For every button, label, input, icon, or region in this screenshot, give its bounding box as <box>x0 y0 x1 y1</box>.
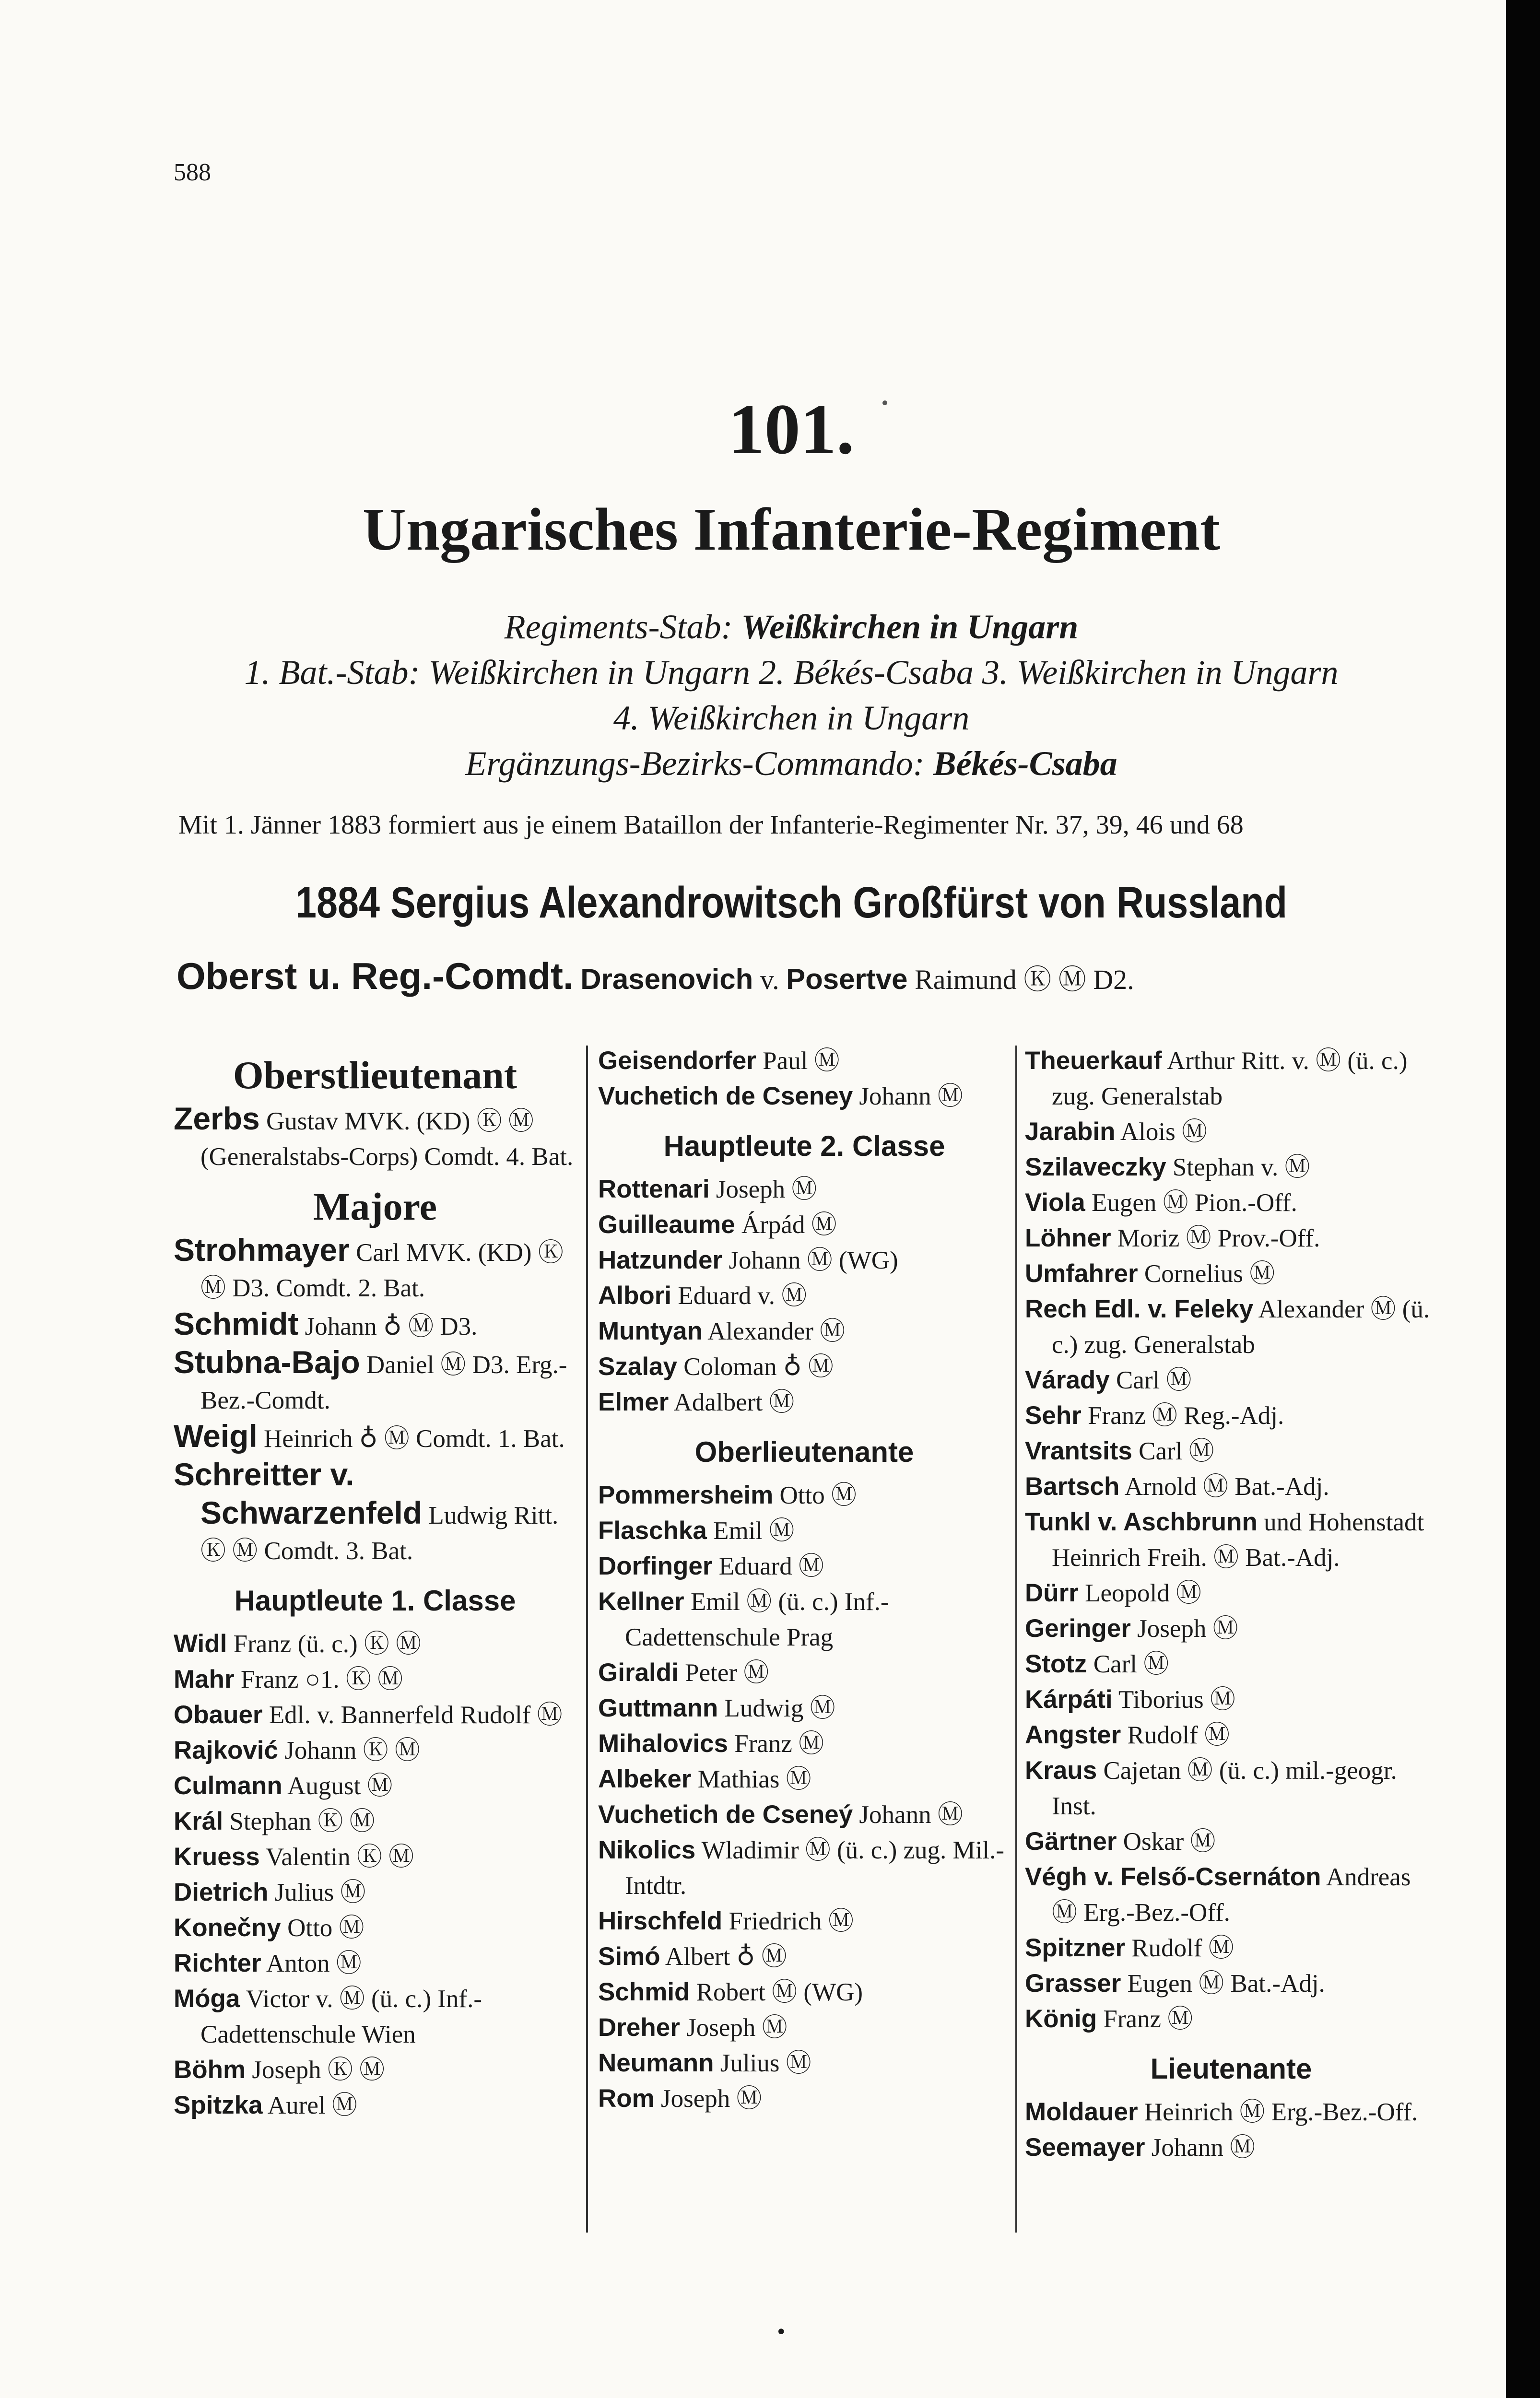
officer-surname: Muntyan <box>598 1317 703 1345</box>
stab-value: Weißkirchen in Ungarn <box>741 608 1079 646</box>
officer-details: Eduard v. Ⓜ <box>678 1282 807 1310</box>
officer-details: und Hohenstadt Heinrich Freih. Ⓜ Bat.-Adj. <box>1052 1508 1424 1572</box>
officer-surname: Böhm <box>174 2056 246 2084</box>
officer-surname: Stubna-Bajo <box>174 1344 360 1380</box>
officer-entry <box>174 1662 576 1697</box>
entry-list <box>174 1626 576 2123</box>
entry-list <box>1025 1043 1437 2037</box>
officer-entry <box>598 1691 1011 1726</box>
section-heading: Oberlieutenante <box>694 1436 914 1468</box>
section-heading: Hauptleute 1. Classe <box>234 1585 516 1617</box>
officer-entry <box>598 1549 1011 1584</box>
officer-details: Franz ○1. Ⓚ Ⓜ <box>240 1666 403 1693</box>
officer-surname: Jarabin <box>1025 1117 1116 1146</box>
officer-entry <box>1025 1363 1437 1398</box>
officer-details: Johann Ⓜ (WG) <box>729 1246 898 1274</box>
battalion-stab-line-1: 1. Bat.-Stab: Weißkirchen in Ungarn 2. Békés-Csaba 3. Weißkirchen in Ungarn <box>244 653 1339 692</box>
officer-entry <box>1025 1469 1437 1505</box>
officer-entry <box>1025 1859 1437 1930</box>
officer-entry <box>1025 1682 1437 1717</box>
officer-surname: Dürr <box>1025 1579 1079 1607</box>
officer-details: Coloman ♁ Ⓜ <box>683 1353 834 1381</box>
regiment-header <box>144 389 1439 787</box>
officer-entry <box>598 1172 1011 1207</box>
regiment-number: 101. <box>728 389 855 469</box>
officer-column-1 <box>174 1043 576 2123</box>
officer-entry <box>598 2081 1011 2116</box>
officer-entry <box>174 1232 576 1306</box>
officer-surname: Vrantsits <box>1025 1437 1132 1465</box>
officer-details: Daniel Ⓜ D3. Erg.-Bez.-Comdt. <box>200 1351 567 1414</box>
page-number: 588 <box>174 159 211 186</box>
officer-details: Andreas Ⓜ Erg.-Bez.-Off. <box>1052 1863 1411 1927</box>
officer-surname: Dreher <box>598 2013 680 2042</box>
officer-surname: Schmid <box>598 1978 690 2006</box>
officer-details: Otto Ⓜ <box>287 1914 364 1942</box>
officer-details: Rudolf Ⓜ <box>1131 1934 1234 1962</box>
entry-list <box>174 1232 576 1569</box>
officer-surname: Hatzunder <box>598 1246 723 1274</box>
officer-details: Tiborius Ⓜ <box>1118 1686 1235 1714</box>
officer-surname: Szilaveczky <box>1025 1153 1166 1181</box>
ergaenzung-value: Békés-Csaba <box>933 744 1117 783</box>
commander-name-1: Drasenovich <box>580 963 753 995</box>
officer-details: Cajetan Ⓜ (ü. c.) mil.-geogr. Inst. <box>1052 1757 1397 1820</box>
officer-details: Johann ♁ Ⓜ D3. <box>305 1313 478 1340</box>
commander-particle: v. <box>760 964 779 995</box>
section-heading: Oberstlieutenant <box>233 1053 517 1097</box>
officer-details: August Ⓜ <box>287 1772 393 1800</box>
officer-details: Alois Ⓜ <box>1120 1118 1207 1146</box>
officer-surname: Kellner <box>598 1587 684 1616</box>
officer-details: Ludwig Ritt. Ⓚ Ⓜ Comdt. 3. Bat. <box>200 1502 559 1565</box>
officer-surname: Neumann <box>598 2049 714 2077</box>
officer-column-3 <box>1025 1043 1437 2165</box>
officer-surname: Stotz <box>1025 1650 1087 1678</box>
officer-details: Oskar Ⓜ <box>1123 1828 1216 1856</box>
officer-surname: Konečny <box>174 1914 281 1942</box>
officer-entry <box>598 1513 1011 1549</box>
officer-entry <box>1025 1434 1437 1469</box>
officer-details: Franz (ü. c.) Ⓚ Ⓜ <box>233 1630 422 1658</box>
officer-surname: Rajković <box>174 1736 279 1764</box>
officer-entry <box>174 1768 576 1804</box>
officer-entry <box>598 1478 1011 1513</box>
officer-entry <box>598 1243 1011 1278</box>
officer-details: Peter Ⓜ <box>685 1659 769 1687</box>
officer-details: Stephan Ⓚ Ⓜ <box>229 1808 375 1835</box>
officer-entry <box>174 1804 576 1839</box>
officer-entry <box>1025 1398 1437 1434</box>
officer-surname: König <box>1025 2005 1097 2033</box>
officer-details: Carl Ⓜ <box>1116 1366 1192 1394</box>
entry-list <box>598 1172 1011 1420</box>
officer-entry <box>174 1981 576 2052</box>
commander-detail: Raimund Ⓚ Ⓜ D2. <box>915 964 1134 995</box>
officer-entry <box>598 2045 1011 2081</box>
officer-entry <box>174 1875 576 1910</box>
officer-surname: Spitzner <box>1025 1934 1126 1962</box>
officer-surname: Mihalovics <box>598 1729 728 1758</box>
officer-details: Anton Ⓜ <box>266 1950 362 1977</box>
scan-edge <box>1506 0 1540 2398</box>
officer-details: Arthur Ritt. v. Ⓜ (ü. c.) zug. Generalstab <box>1052 1047 1408 1110</box>
officer-surname: Viola <box>1025 1188 1085 1217</box>
officer-surname: Simó <box>598 1942 660 1971</box>
officer-surname: Nikolics <box>598 1836 696 1864</box>
officer-surname: Hirschfeld <box>598 1907 723 1935</box>
officer-entry <box>174 1946 576 1981</box>
officer-entry <box>1025 2130 1437 2165</box>
section-heading: Lieutenante <box>1150 2053 1312 2085</box>
officer-details: Heinrich Ⓜ Erg.-Bez.-Off. <box>1144 2098 1418 2126</box>
officer-details: Albert ♁ Ⓜ <box>665 1943 787 1971</box>
officer-details: Johann Ⓜ <box>859 1082 963 1110</box>
officer-surname: Zerbs <box>174 1101 260 1136</box>
officer-entry <box>174 1626 576 1662</box>
officer-entry <box>174 1910 576 1946</box>
officer-details: Otto Ⓜ <box>779 1481 857 1509</box>
officer-surname: Kruess <box>174 1843 260 1871</box>
regiment-stab <box>144 604 1439 650</box>
officer-entry <box>598 2010 1011 2045</box>
officer-entry <box>1025 1717 1437 1753</box>
officer-surname: Culmann <box>174 1772 282 1800</box>
officer-surname: Bartsch <box>1025 1472 1120 1501</box>
regiment-title: Ungarisches Infanterie-Regiment <box>362 496 1221 563</box>
officer-surname: Guilleaume <box>598 1211 735 1239</box>
stab-label: Regiments-Stab: <box>504 608 733 646</box>
officer-surname: Theuerkauf <box>1025 1046 1162 1075</box>
officer-entry <box>174 1344 576 1418</box>
officer-details: Franz Ⓜ Reg.-Adj. <box>1088 1402 1284 1430</box>
ergaenzung-label: Ergänzungs-Bezirks-Commando: <box>465 744 925 783</box>
officer-entry <box>174 1839 576 1875</box>
officer-surname: Spitzka <box>174 2091 263 2119</box>
officer-column-2 <box>598 1043 1011 2116</box>
officer-surname: Vuchetich de Cseneý <box>598 1800 853 1829</box>
officer-entry <box>598 1314 1011 1349</box>
officer-details: Leopold Ⓜ <box>1085 1579 1202 1607</box>
officer-surname: Gärtner <box>1025 1827 1117 1856</box>
entry-list <box>1025 2094 1437 2165</box>
officer-details: Moriz Ⓜ Prov.-Off. <box>1117 1224 1320 1252</box>
officer-surname: Seemayer <box>1025 2133 1145 2162</box>
officer-surname: Weigl <box>174 1418 258 1454</box>
officer-details: Ludwig Ⓜ <box>724 1694 835 1722</box>
officer-surname: Richter <box>174 1949 261 1977</box>
officer-surname: Obauer <box>174 1701 263 1729</box>
officer-details: Alexander Ⓜ <box>707 1317 846 1345</box>
officer-surname: Král <box>174 1807 223 1835</box>
officer-surname: Mahr <box>174 1665 235 1693</box>
officer-entry <box>598 1207 1011 1243</box>
officer-entry <box>1025 1185 1437 1221</box>
officer-surname: Giraldi <box>598 1658 679 1687</box>
officer-entry <box>1025 1930 1437 1966</box>
officer-surname: Albori <box>598 1281 672 1310</box>
officer-details: Johann Ⓜ <box>859 1801 963 1829</box>
officer-details: Franz Ⓜ <box>734 1730 824 1758</box>
officer-surname: Dietrich <box>174 1878 269 1906</box>
officer-surname: Widl <box>174 1630 227 1658</box>
officer-entry <box>1025 1256 1437 1292</box>
officer-surname: Sehr <box>1025 1401 1082 1430</box>
officer-surname: Kraus <box>1025 1756 1097 1785</box>
officer-entry <box>174 2088 576 2123</box>
officer-entry <box>1025 1292 1437 1363</box>
officer-details: Victor v. Ⓜ (ü. c.) Inf.-Cadettenschule Wien <box>200 1985 482 2048</box>
column-rule-2 <box>1015 1046 1017 2233</box>
officer-surname: Vuchetich de Cseney <box>598 1082 853 1110</box>
officer-entry <box>598 1762 1011 1797</box>
officer-details: Carl Ⓜ <box>1139 1437 1214 1465</box>
officer-surname: Geisendorfer <box>598 1046 756 1075</box>
officer-surname: Szalay <box>598 1352 678 1381</box>
officer-details: Johann Ⓚ Ⓜ <box>284 1737 420 1764</box>
officer-surname: Dorfinger <box>598 1552 713 1580</box>
officer-entry <box>174 1101 576 1175</box>
officer-entry <box>1025 1824 1437 1859</box>
entry-list <box>598 1478 1011 2116</box>
officer-details: Arnold Ⓜ Bat.-Adj. <box>1124 1473 1329 1501</box>
officer-details: Wladimir Ⓜ (ü. c.) zug. Mil.-Intdtr. <box>625 1836 1004 1900</box>
officer-details: Carl Ⓜ <box>1093 1650 1169 1678</box>
officer-surname: Löhner <box>1025 1224 1111 1252</box>
officer-entry <box>598 1278 1011 1314</box>
officer-details: Julius Ⓜ <box>720 2049 811 2077</box>
officer-surname: Grasser <box>1025 1969 1121 1998</box>
officer-entry <box>174 1733 576 1768</box>
officer-entry <box>1025 1966 1437 2001</box>
officer-entry <box>1025 1043 1437 1114</box>
officer-details: Rudolf Ⓜ <box>1127 1721 1230 1749</box>
officer-surname: Strohmayer <box>174 1232 350 1268</box>
officer-entry <box>598 1349 1011 1385</box>
officer-details: Valentin Ⓚ Ⓜ <box>266 1843 414 1871</box>
officer-entry <box>598 1975 1011 2010</box>
officer-entry <box>598 1385 1011 1420</box>
officer-details: Gustav MVK. (KD) Ⓚ Ⓜ (Generalstabs-Corps) Comdt. 4. Bat. <box>200 1107 574 1171</box>
commander-rank: Oberst u. Reg.-Comdt. <box>176 955 574 997</box>
officer-entry <box>598 1043 1011 1079</box>
officer-entry <box>1025 1150 1437 1185</box>
officer-details: Eduard Ⓜ <box>718 1552 824 1580</box>
officer-surname: Schmidt <box>174 1306 299 1341</box>
entry-list <box>174 1101 576 1175</box>
officer-details: Emil Ⓜ (ü. c.) Inf.-Cadettenschule Prag <box>625 1588 889 1651</box>
officer-details: Julius Ⓜ <box>274 1879 366 1906</box>
entry-list <box>598 1043 1011 1114</box>
officer-entry <box>174 1418 576 1457</box>
officer-details: Franz Ⓜ <box>1103 2005 1193 2033</box>
regiment-owner: 1884 Sergius Alexandrowitsch Großfürst von Russland <box>295 878 1287 927</box>
officer-surname: Schreitter v. Schwarzenfeld <box>174 1457 423 1530</box>
officer-surname: Umfahrer <box>1025 1259 1138 1288</box>
officer-surname: Moldauer <box>1025 2098 1138 2126</box>
officer-surname: Várady <box>1025 1366 1110 1394</box>
officer-entry <box>598 1904 1011 1939</box>
officer-entry <box>598 1079 1011 1114</box>
section-heading: Majore <box>313 1185 437 1228</box>
officer-details: Johann Ⓜ <box>1151 2134 1256 2162</box>
officer-surname: Rottenari <box>598 1175 710 1203</box>
officer-details: Emil Ⓜ <box>713 1517 795 1545</box>
officer-details: Friedrich Ⓜ <box>729 1907 854 1935</box>
officer-entry <box>1025 1646 1437 1682</box>
officer-details: Joseph Ⓚ Ⓜ <box>252 2056 385 2084</box>
officer-details: Paul Ⓜ <box>763 1047 840 1075</box>
officer-surname: Albeker <box>598 1765 692 1793</box>
officer-entry <box>1025 1575 1437 1611</box>
officer-surname: Guttmann <box>598 1694 718 1722</box>
officer-surname: Rech Edl. v. Feleky <box>1025 1295 1254 1323</box>
officer-surname: Flaschka <box>598 1516 707 1545</box>
officer-details: Edl. v. Bannerfeld Rudolf Ⓜ <box>269 1701 563 1729</box>
officer-entry <box>598 1833 1011 1904</box>
officer-details: Árpád Ⓜ <box>741 1211 837 1239</box>
commander-name-2: Posertve <box>786 963 908 995</box>
officer-entry <box>598 1655 1011 1691</box>
battalion-stab-line-2: 4. Weißkirchen in Ungarn <box>613 699 970 738</box>
officer-details: Eugen Ⓜ Bat.-Adj. <box>1127 1970 1325 1998</box>
officer-entry <box>174 1457 576 1569</box>
officer-details: Mathias Ⓜ <box>697 1765 811 1793</box>
print-mark: • <box>776 2321 787 2343</box>
officer-surname: Geringer <box>1025 1614 1131 1643</box>
officer-entry <box>1025 2094 1437 2130</box>
officer-details: Joseph Ⓜ <box>716 1175 817 1203</box>
officer-surname: Tunkl v. Aschbrunn <box>1025 1508 1258 1536</box>
officer-surname: Elmer <box>598 1388 669 1416</box>
officer-details: Stephan v. Ⓜ <box>1172 1153 1310 1181</box>
officer-details: Robert Ⓜ (WG) <box>696 1978 863 2006</box>
officer-entry <box>174 1306 576 1344</box>
formation-note: Mit 1. Jänner 1883 formiert aus je einem Bataillon der Infanterie-Regimenter Nr. 37, 39, 46 und 68 <box>178 810 1244 840</box>
officer-details: Cornelius Ⓜ <box>1144 1260 1275 1288</box>
officer-surname: Angster <box>1025 1721 1121 1749</box>
officer-details: Alexander Ⓜ (ü. c.) zug. Generalstab <box>1052 1295 1430 1359</box>
officer-entry <box>598 1584 1011 1655</box>
column-rule-1 <box>586 1046 588 2233</box>
officer-details: Joseph Ⓜ <box>661 2085 762 2113</box>
officer-details: Aurel Ⓜ <box>267 2092 357 2119</box>
officer-details: Joseph Ⓜ <box>686 2014 788 2042</box>
officer-entry <box>1025 2001 1437 2037</box>
officer-surname: Rom <box>598 2084 655 2113</box>
section-heading: Hauptleute 2. Classe <box>663 1130 945 1162</box>
officer-entry <box>1025 1114 1437 1150</box>
officer-surname: Móga <box>174 1985 240 2013</box>
officer-surname: Pommersheim <box>598 1481 774 1509</box>
officer-entry <box>598 1797 1011 1833</box>
officer-details: Carl MVK. (KD) Ⓚ Ⓜ D3. Comdt. 2. Bat. <box>200 1239 564 1302</box>
officer-details: Heinrich ♁ Ⓜ Comdt. 1. Bat. <box>264 1425 565 1453</box>
officer-surname: Kárpáti <box>1025 1685 1113 1714</box>
officer-entry <box>598 1726 1011 1762</box>
officer-entry <box>174 2052 576 2088</box>
commander-line <box>176 954 1134 998</box>
officer-entry <box>1025 1753 1437 1824</box>
officer-surname: Végh v. Felső-Csernáton <box>1025 1863 1321 1891</box>
officer-entry <box>598 1939 1011 1975</box>
ergaenzung-line <box>144 741 1439 787</box>
officer-details: Eugen Ⓜ Pion.-Off. <box>1091 1189 1297 1217</box>
officer-entry <box>1025 1611 1437 1646</box>
officer-entry <box>174 1697 576 1733</box>
officer-details: Adalbert Ⓜ <box>673 1388 795 1416</box>
officer-entry <box>1025 1221 1437 1256</box>
officer-details: Joseph Ⓜ <box>1137 1615 1238 1643</box>
officer-entry <box>1025 1505 1437 1575</box>
